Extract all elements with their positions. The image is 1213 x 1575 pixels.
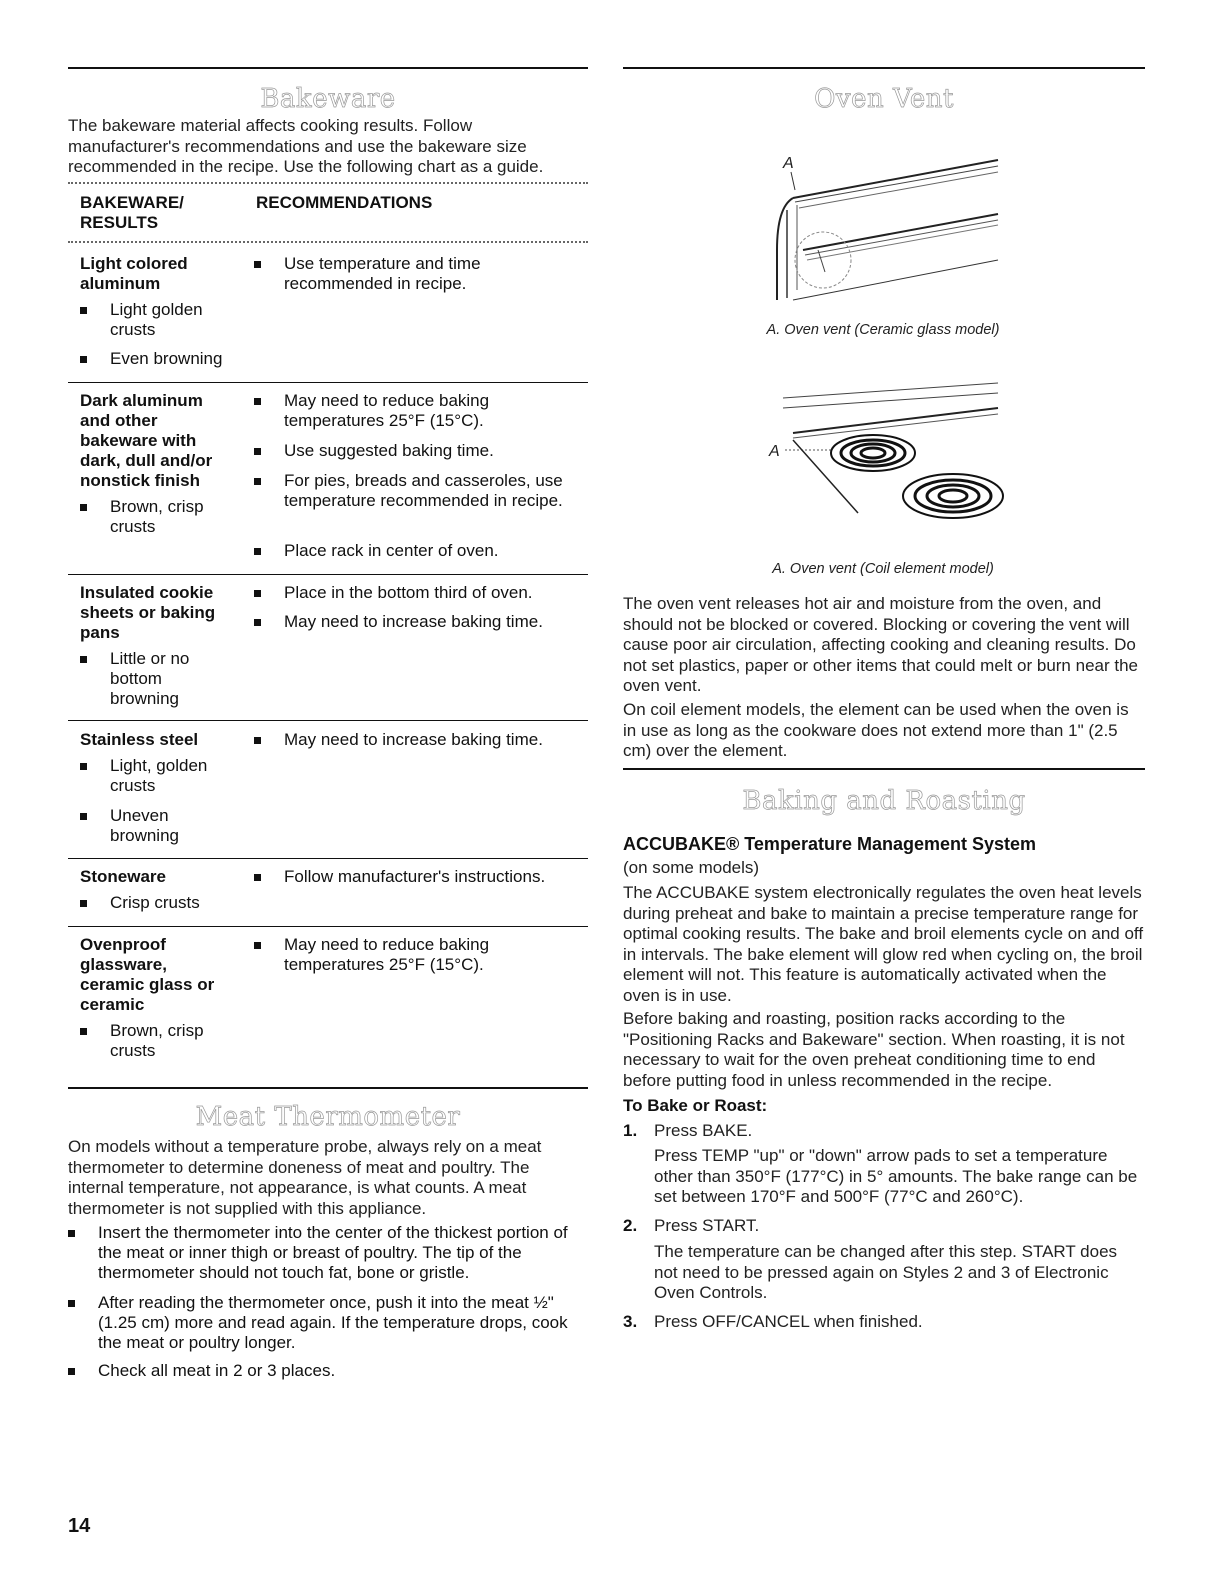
oven-vent-title: Oven Vent (814, 84, 954, 114)
row-rule (68, 926, 588, 927)
bullet-icon (80, 504, 87, 511)
step-detail: The temperature can be changed after this step. START does not need to be pressed again on Styles 2 and 3 of Electronic Oven Controls. (654, 1242, 1118, 1302)
caption-ceramic: A. Oven vent (Ceramic glass model) (766, 322, 1000, 338)
bullet-icon (254, 619, 261, 626)
figure-label: A (783, 155, 794, 172)
table-top-rule (68, 182, 588, 184)
meat-thermometer-bullet: Check all meat in 2 or 3 places. (68, 1361, 588, 1381)
bullet-icon (68, 1300, 75, 1307)
step-number: 3. (623, 1312, 638, 1331)
table-header-rule (68, 241, 588, 243)
recommendation-item: For pies, breads and casseroles, use temperature recommended in recipe. (254, 471, 564, 531)
recommendation-item: Follow manufacturer's instructions. (254, 867, 574, 887)
result-item: Brown, crisp crusts (80, 497, 230, 537)
result-item: Light, golden crusts (80, 756, 230, 796)
row-name: Stainless steel (80, 730, 199, 749)
accubake-paragraph-2: Before baking and roasting, position racks according to the "Positioning Racks and Bakeware" section. When roasting, it is not necessary to wait for the oven preheat conditioning time to end before putting food in unless recommended in the recipe. (623, 1009, 1125, 1090)
bullet-icon (80, 307, 87, 314)
bullet-icon (254, 737, 261, 744)
result-item: Even browning (80, 349, 230, 369)
bullet-icon (254, 261, 261, 268)
step-number: 1. (623, 1121, 638, 1140)
bullet-icon (80, 1028, 87, 1035)
recommendation-item: May need to reduce baking temperatures 25°F (15°C). (254, 935, 564, 975)
bullet-icon (68, 1230, 75, 1237)
bullet-icon (80, 763, 87, 770)
step-number: 2. (623, 1216, 638, 1235)
col-header-recommendations: RECOMMENDATIONS (256, 193, 433, 212)
accubake-paragraph-1: The ACCUBAKE system electronically regulates the oven heat levels during preheat and bake to maintain a precise temperature range for optimal cooking results. The bake and broil elements cycle on and off in intervals. The bake element will glow red when cycling on, the broil element will not. This feature is automatically activated when the oven is in use. (623, 883, 1144, 1005)
row-rule (68, 382, 588, 383)
row-rule (68, 858, 588, 859)
row-name: Ovenproof glassware, ceramic glass or ceramic (80, 935, 215, 1014)
bullet-icon (80, 356, 87, 363)
bullet-icon (254, 874, 261, 881)
row-name: Stoneware (80, 867, 166, 886)
recommendation-item: Place in the bottom third of oven. (254, 583, 564, 603)
section-rule (623, 67, 1145, 69)
recommendation-item: May need to increase baking time. (254, 612, 564, 632)
bullet-icon (254, 448, 261, 455)
step-text: Press BAKE. (654, 1121, 753, 1140)
oven-vent-paragraph-2: On coil element models, the element can be used when the oven is in use as long as the cookware does not extend more than 1" (2.5 cm) over the element. (623, 700, 1129, 760)
row-name: Insulated cookie sheets or baking pans (80, 583, 216, 642)
section-rule (68, 1087, 588, 1089)
row-name: Light colored aluminum (80, 254, 188, 293)
meat-thermometer-title: Meat Thermometer (195, 1102, 461, 1132)
meat-thermometer-intro: On models without a temperature probe, always rely on a meat thermometer to determine doneness of meat and poultry. The internal temperature, not appearance, is what counts. A meat thermometer is not supplied with this appliance. (68, 1137, 542, 1218)
accubake-note: (on some models) (623, 858, 760, 877)
result-item: Brown, crisp crusts (80, 1021, 230, 1061)
bullet-icon (254, 942, 261, 949)
section-rule (623, 768, 1145, 770)
row-rule (68, 574, 588, 575)
section-rule (68, 67, 588, 69)
bullet-icon (254, 548, 261, 555)
step-text: Press OFF/CANCEL when finished. (654, 1312, 923, 1331)
bakeware-title: Bakeware (260, 84, 396, 114)
page-number: 14 (68, 1515, 91, 1537)
steps-heading: To Bake or Roast: (623, 1096, 768, 1115)
meat-thermometer-bullet: After reading the thermometer once, push it into the meat ½" (1.25 cm) more and read again. If the temperature drops, cook the meat or poultry longer. (68, 1293, 588, 1355)
bullet-icon (68, 1368, 75, 1375)
baking-roasting-title: Baking and Roasting (742, 786, 1026, 816)
bakeware-intro: The bakeware material affects cooking results. Follow manufacturer's recommendations and use the bakeware size recommended in the recipe. Use the following chart as a guide. (68, 116, 544, 176)
bullet-icon (80, 656, 87, 663)
bullet-icon (80, 900, 87, 907)
result-item: Light golden crusts (80, 300, 230, 340)
figure-label: A (769, 443, 780, 460)
result-item: Crisp crusts (80, 893, 230, 913)
result-item: Little or no bottom browning (80, 649, 230, 709)
recommendation-item: Place rack in center of oven. (254, 541, 564, 561)
recommendation-item: Use suggested baking time. (254, 441, 564, 461)
step-detail: Press TEMP "up" or "down" arrow pads to set a temperature other than 350°F (177°C) in 5° amounts. The bake range can be set between 170°F and 500°F (77°C and 260°C). (654, 1146, 1138, 1206)
coil-vent-illustration (763, 378, 1013, 528)
recommendation-item: May need to increase baking time. (254, 730, 564, 750)
meat-thermometer-bullet: Insert the thermometer into the center of the thickest portion of the meat or inner thigh or breast of poultry. The tip of the thermometer should not touch fat, bone or gristle. (68, 1223, 588, 1285)
bullet-icon (254, 398, 261, 405)
recommendation-item: Use temperature and time recommended in recipe. (254, 254, 564, 294)
row-name: Dark aluminum and other bakeware with dark, dull and/or nonstick finish (80, 391, 213, 490)
caption-coil: A. Oven vent (Coil element model) (772, 561, 994, 577)
step-text: Press START. (654, 1216, 760, 1235)
ceramic-vent-illustration (763, 150, 1013, 310)
recommendation-item: May need to reduce baking temperatures 25°F (15°C). (254, 391, 564, 431)
bullet-icon (80, 813, 87, 820)
bullet-icon (254, 478, 261, 485)
row-rule (68, 720, 588, 721)
col-header-bakeware: BAKEWARE/ RESULTS (80, 193, 184, 232)
accubake-heading: ACCUBAKE® Temperature Management System (623, 834, 1037, 854)
bullet-icon (254, 590, 261, 597)
result-item: Uneven browning (80, 806, 230, 846)
oven-vent-paragraph-1: The oven vent releases hot air and moisture from the oven, and should not be blocked or covered. Blocking or covering the vent will cause poor air circulation, affecting cooking and cleaning results. Do not set plastics, paper or other items that could melt or burn near the oven vent. (623, 594, 1138, 695)
